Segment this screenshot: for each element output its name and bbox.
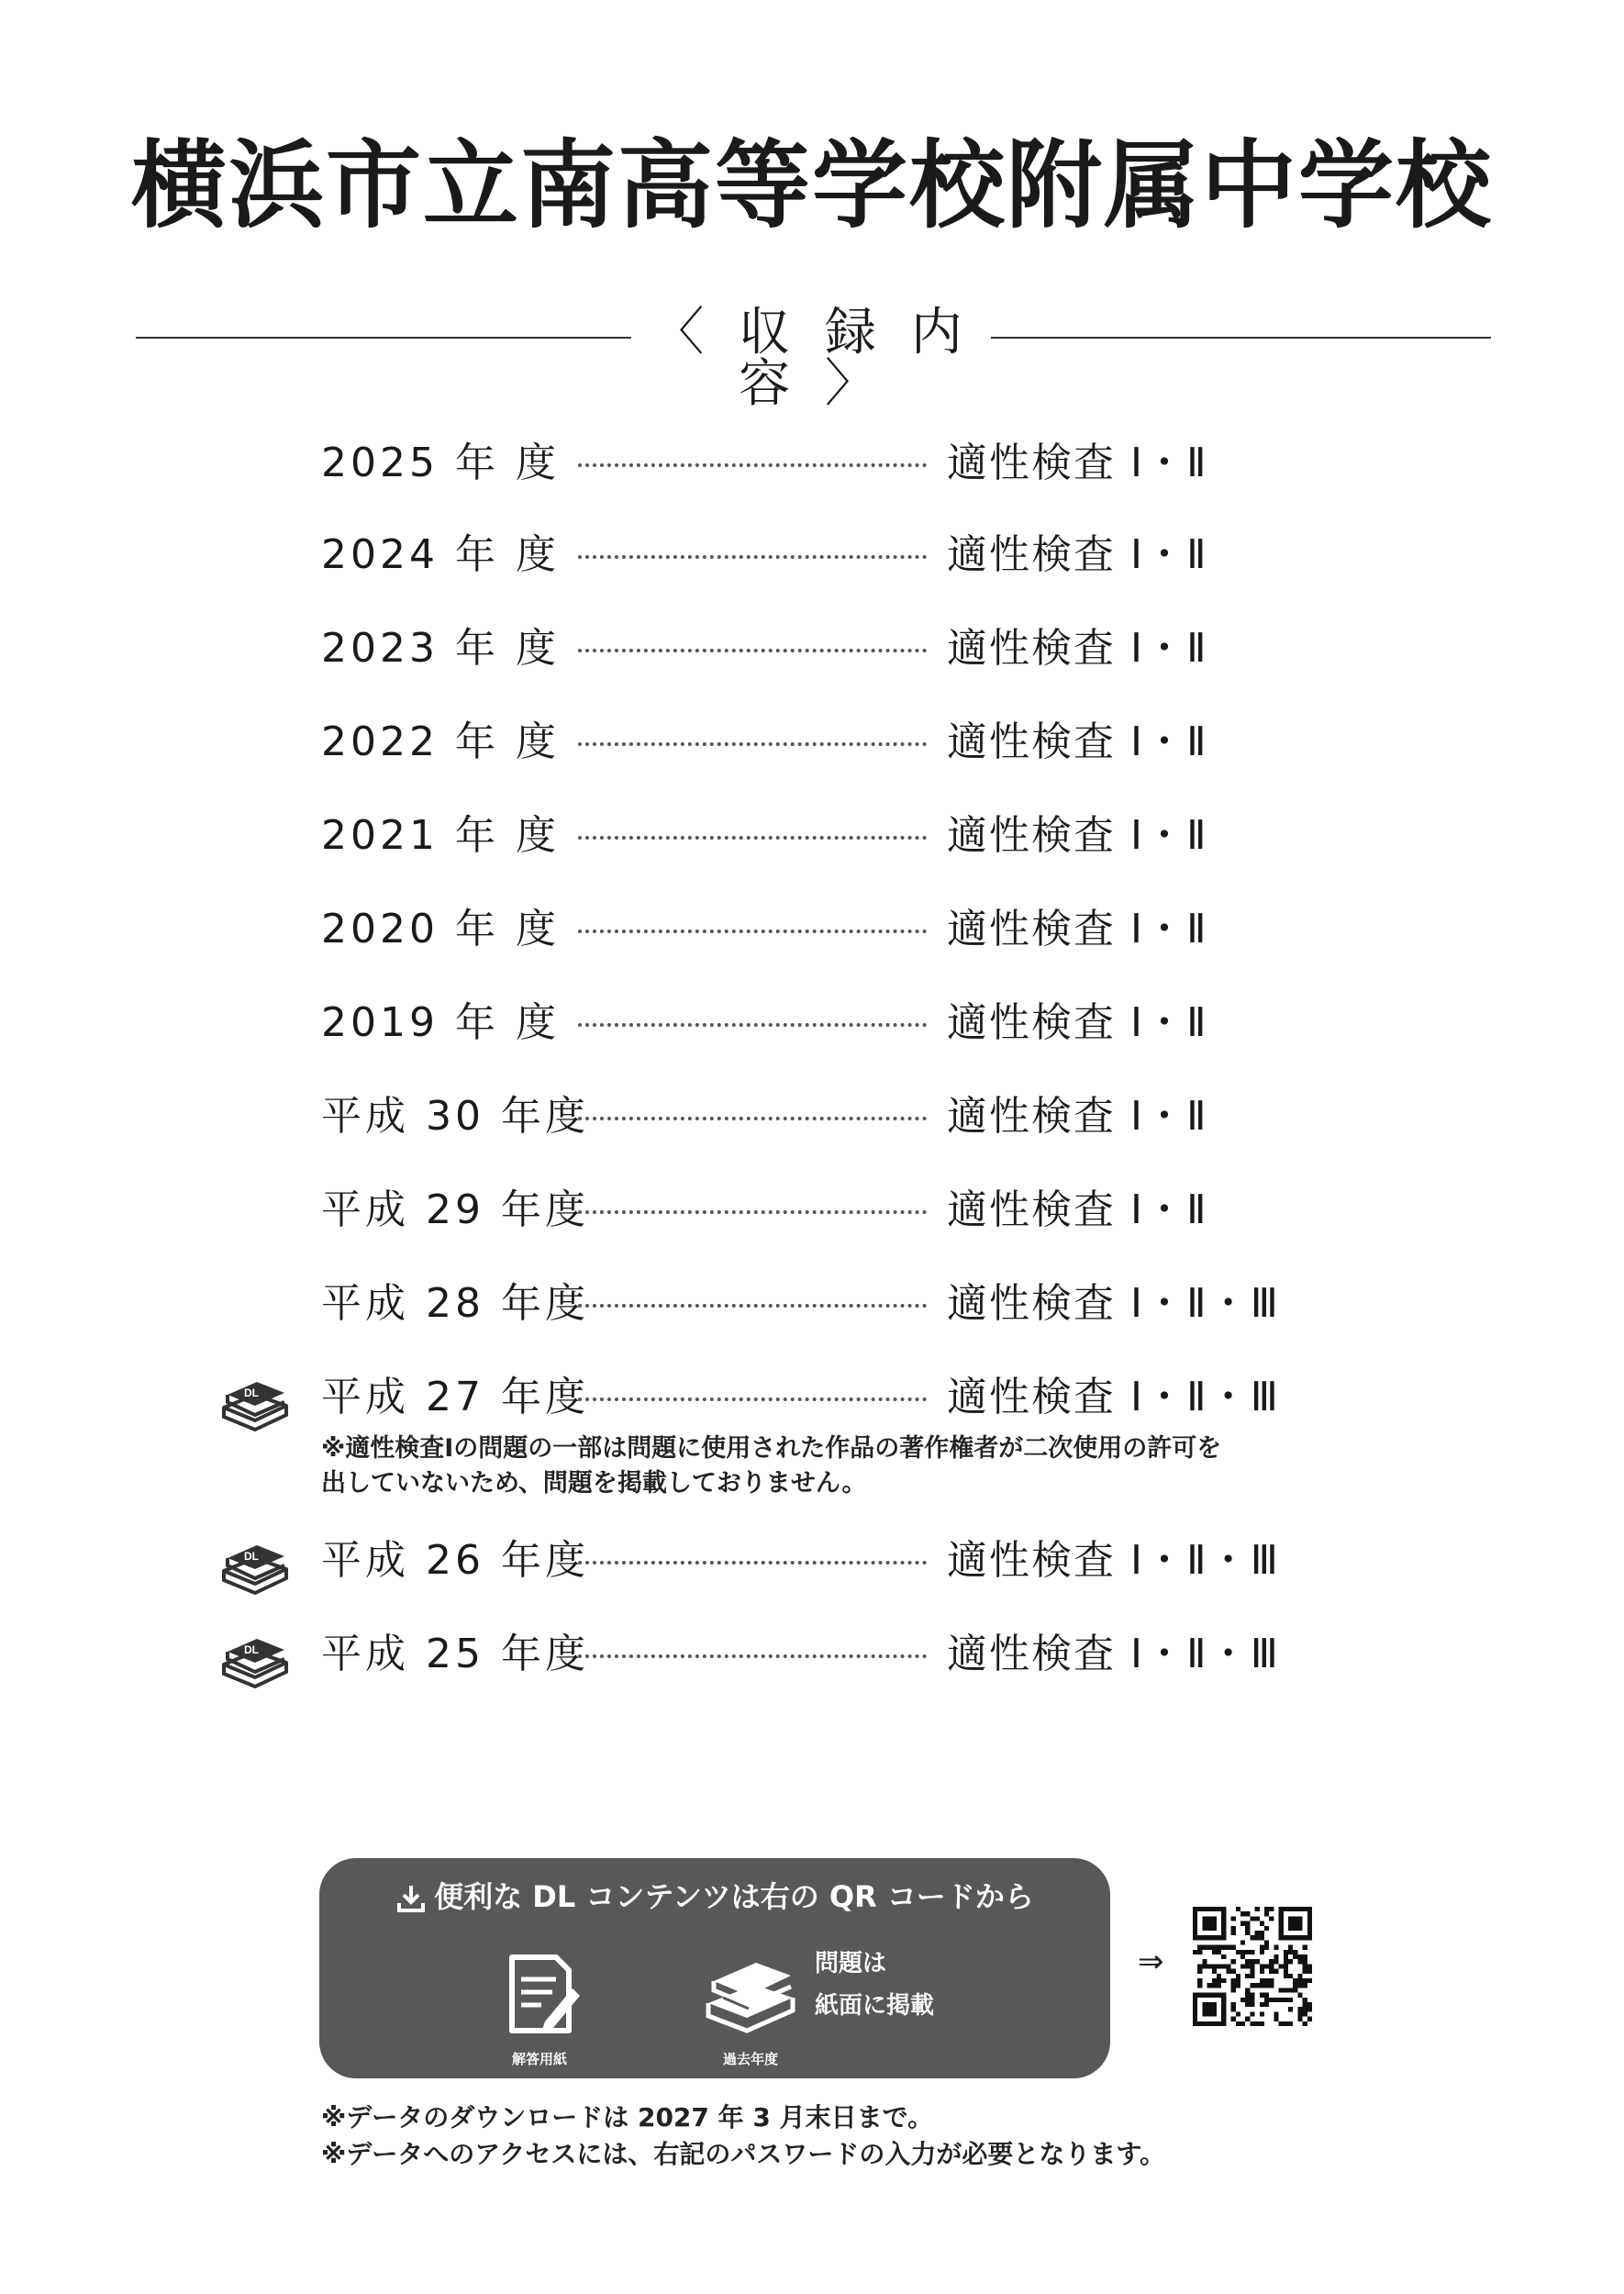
feature-past-years	[695, 1939, 806, 2067]
dl-badge-label: DL	[244, 1386, 259, 1399]
banner-title: 便利な DL コンテンツは右の QR コードから	[434, 1879, 1034, 1914]
contents-row	[321, 617, 1330, 681]
contents-exams: 適性検査 Ⅰ・Ⅱ	[947, 999, 1208, 1046]
contents-exams: 適性検査 Ⅰ・Ⅱ	[947, 1093, 1208, 1140]
dot-leader	[578, 836, 927, 840]
contents-exams: 適性検査 Ⅰ・Ⅱ・Ⅲ	[947, 1280, 1280, 1327]
contents-exams: 適性検査 Ⅰ・Ⅱ	[947, 440, 1208, 486]
feature2-line-1: 問題は	[815, 1950, 887, 1977]
feature1-label: 解答用紙	[511, 2051, 567, 2067]
dot-leader	[578, 649, 927, 652]
contents-year: 平成 27 年度	[321, 1374, 589, 1420]
contents-exams: 適性検査 Ⅰ・Ⅱ・Ⅲ	[947, 1537, 1280, 1584]
dot-leader	[578, 1023, 927, 1027]
contents-year: 平成 30 年度	[321, 1093, 589, 1140]
contents-year: 平成 28 年度	[321, 1280, 589, 1327]
contents-year: 2020 年 度	[321, 906, 560, 952]
contents-row	[321, 1272, 1330, 1336]
dl-badge-label: DL	[244, 1643, 259, 1656]
contents-row	[321, 991, 1330, 1055]
contents-year: 平成 25 年度	[321, 1631, 589, 1677]
dot-leader	[578, 742, 927, 746]
download-icon	[395, 1883, 427, 1914]
dot-leader	[578, 1654, 927, 1658]
footnote-password: ※データへのアクセスには、右記のパスワードの入力が必要となります。	[321, 2139, 1166, 2169]
note-line-1: ※適性検査Ⅰの問題の一部は問題に使用された作品の著作権者が二次使用の許可を	[321, 1434, 1222, 1463]
dot-leader	[578, 1304, 927, 1308]
contents-year: 2022 年 度	[321, 718, 560, 765]
dl-banner[interactable]	[319, 1858, 1110, 2078]
contents-exams: 適性検査 Ⅰ・Ⅱ	[947, 906, 1208, 952]
feature2-label: 過去年度	[722, 2051, 778, 2067]
dot-leader	[578, 463, 927, 467]
contents-year: 2021 年 度	[321, 812, 560, 859]
page-title: 横浜市立南高等学校附属中学校	[130, 129, 1493, 241]
contents-exams: 適性検査 Ⅰ・Ⅱ・Ⅲ	[947, 1374, 1280, 1420]
feature2-text	[815, 1943, 934, 2027]
dl-books-icon	[218, 1367, 292, 1431]
section-heading: 〈 収 録 内 容 〉	[652, 303, 972, 414]
contents-row	[321, 1085, 1330, 1149]
note-line-2: 出していないため、問題を掲載しておりません。	[321, 1469, 867, 1498]
dot-leader	[578, 930, 927, 933]
feature2-line-2: 紙面に掲載	[815, 1992, 935, 2020]
dl-books-icon	[218, 1531, 292, 1595]
contents-year: 2025 年 度	[321, 440, 560, 486]
contents-row	[321, 431, 1330, 496]
contents-year: 2019 年 度	[321, 999, 560, 1046]
dot-leader	[578, 1210, 927, 1214]
footnote-download-deadline: ※データのダウンロードは 2027 年 3 月末日まで。	[321, 2102, 934, 2133]
banner-title-row	[319, 1878, 1110, 1915]
contents-exams: 適性検査 Ⅰ・Ⅱ	[947, 718, 1208, 765]
contents-row	[321, 804, 1330, 868]
dl-books-icon	[218, 1624, 292, 1688]
contents-exams: 適性検査 Ⅰ・Ⅱ	[947, 1186, 1208, 1233]
contents-row	[321, 1178, 1330, 1242]
contents-row	[244, 1622, 1330, 1687]
note-h27	[321, 1431, 1330, 1501]
contents-exams: 適性検査 Ⅰ・Ⅱ・Ⅲ	[947, 1631, 1280, 1677]
contents-year: 平成 26 年度	[321, 1537, 589, 1584]
contents-row	[321, 523, 1330, 587]
contents-year: 2023 年 度	[321, 625, 560, 672]
contents-year: 2024 年 度	[321, 531, 560, 578]
dot-leader	[578, 1561, 927, 1565]
qr-code[interactable]	[1193, 1907, 1312, 2026]
contents-row	[321, 897, 1330, 962]
contents-row	[244, 1365, 1330, 1430]
feature-answer-sheet	[484, 1941, 595, 2067]
contents-row	[244, 1529, 1330, 1593]
contents-year: 平成 29 年度	[321, 1186, 589, 1233]
contents-exams: 適性検査 Ⅰ・Ⅱ	[947, 812, 1208, 859]
dot-leader	[578, 555, 927, 559]
dot-leader	[578, 1117, 927, 1120]
contents-exams: 適性検査 Ⅰ・Ⅱ	[947, 625, 1208, 672]
dl-badge-label: DL	[244, 1550, 259, 1563]
right-arrow: ⇒	[1138, 1943, 1164, 1980]
contents-exams: 適性検査 Ⅰ・Ⅱ	[947, 531, 1208, 578]
contents-row	[321, 710, 1330, 774]
answer-sheet-icon	[484, 1941, 595, 2046]
dot-leader	[578, 1398, 927, 1401]
books-icon	[695, 1939, 806, 2044]
footnotes	[321, 2099, 1330, 2173]
